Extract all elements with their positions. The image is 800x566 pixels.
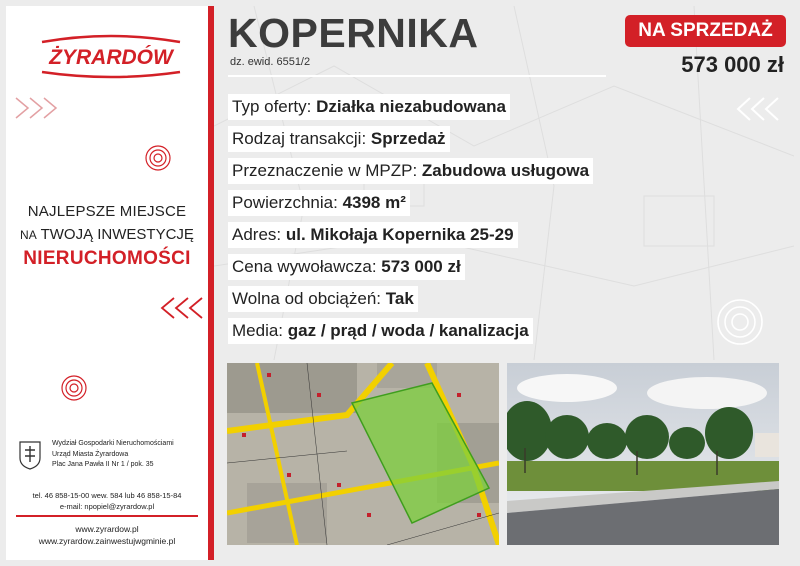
detail-row-starting-price [228, 254, 465, 280]
office-address [52, 439, 202, 471]
websites [6, 523, 208, 547]
title-underline [228, 75, 606, 77]
detail-value: 573 000 zł [381, 257, 461, 276]
detail-value: Działka niezabudowana [316, 97, 506, 116]
contact-info [6, 490, 208, 512]
detail-row-offer-type [228, 94, 510, 120]
chevron-left-icon [150, 296, 206, 320]
detail-label: Typ oferty: [232, 97, 312, 116]
detail-row-utilities [228, 318, 533, 344]
office-line: Wydział Gospodarki Nieruchomościami [52, 440, 174, 447]
zyrardow-logo [36, 28, 186, 82]
detail-label: Rodzaj transakcji: [232, 129, 367, 148]
detail-row-area [228, 190, 410, 216]
chevron-left-icon [726, 96, 782, 122]
detail-label: Cena wywoławcza: [232, 257, 377, 276]
target-circle-icon [60, 374, 88, 402]
detail-value: gaz / prąd / woda / kanalizacja [287, 321, 529, 340]
detail-value: 4398 m² [342, 193, 406, 212]
logo-text: ŻYRARDÓW [49, 46, 173, 69]
main-panel [214, 6, 794, 560]
detail-value: Tak [385, 289, 414, 308]
detail-row-address [228, 222, 518, 248]
detail-label: Media: [232, 321, 284, 340]
detail-label: Przeznaczenie w MPZP: [232, 161, 418, 180]
detail-label: Wolna od obciążeń: [232, 289, 382, 308]
tagline-your-investment [6, 226, 208, 243]
tagline-prefix: NA [20, 228, 37, 242]
detail-row-transaction [228, 126, 450, 152]
detail-value: ul. Mikołaja Kopernika 25-29 [285, 225, 514, 244]
parcel-map-image [227, 363, 499, 545]
phone-text: tel. 46 858-15-00 wew. 584 lub 46 858-15-84 [32, 491, 182, 500]
tagline-real-estate: NIERUCHOMOŚCI [23, 248, 191, 269]
parcel-photo-image [507, 363, 779, 545]
website-link[interactable]: www.zyrardow.pl [75, 524, 139, 534]
page-title: KOPERNIKA [228, 10, 479, 56]
office-line: Plac Jana Pawła II Nr 1 / pok. 35 [52, 461, 154, 468]
detail-label: Powierzchnia: [232, 193, 338, 212]
email-text[interactable]: e-mail: npopiel@zyrardow.pl [59, 502, 155, 511]
chevron-right-icon [12, 96, 72, 120]
office-line: Urząd Miasta Żyrardowa [52, 450, 129, 458]
tagline-rest: TWOJĄ INWESTYCJĘ [40, 226, 194, 243]
coat-of-arms-icon [18, 440, 42, 470]
website-link[interactable]: www.zyrardow.zainwestujwgminie.pl [38, 536, 176, 546]
tagline-best-place: NAJLEPSZE MIEJSCE [27, 203, 187, 220]
sidebar [6, 6, 208, 560]
detail-label: Adres: [232, 225, 282, 244]
detail-row-zoning [228, 158, 593, 184]
detail-row-encumbrance [228, 286, 418, 312]
parcel-number: dz. ewid. 6551/2 [230, 56, 311, 68]
price: 573 000 zł [681, 52, 784, 77]
target-circle-icon [144, 144, 172, 172]
detail-value: Zabudowa usługowa [421, 161, 590, 180]
divider [16, 515, 198, 517]
detail-value: Sprzedaż [370, 129, 446, 148]
for-sale-badge: NA SPRZEDAŻ [625, 15, 786, 47]
target-circle-icon [714, 296, 766, 348]
